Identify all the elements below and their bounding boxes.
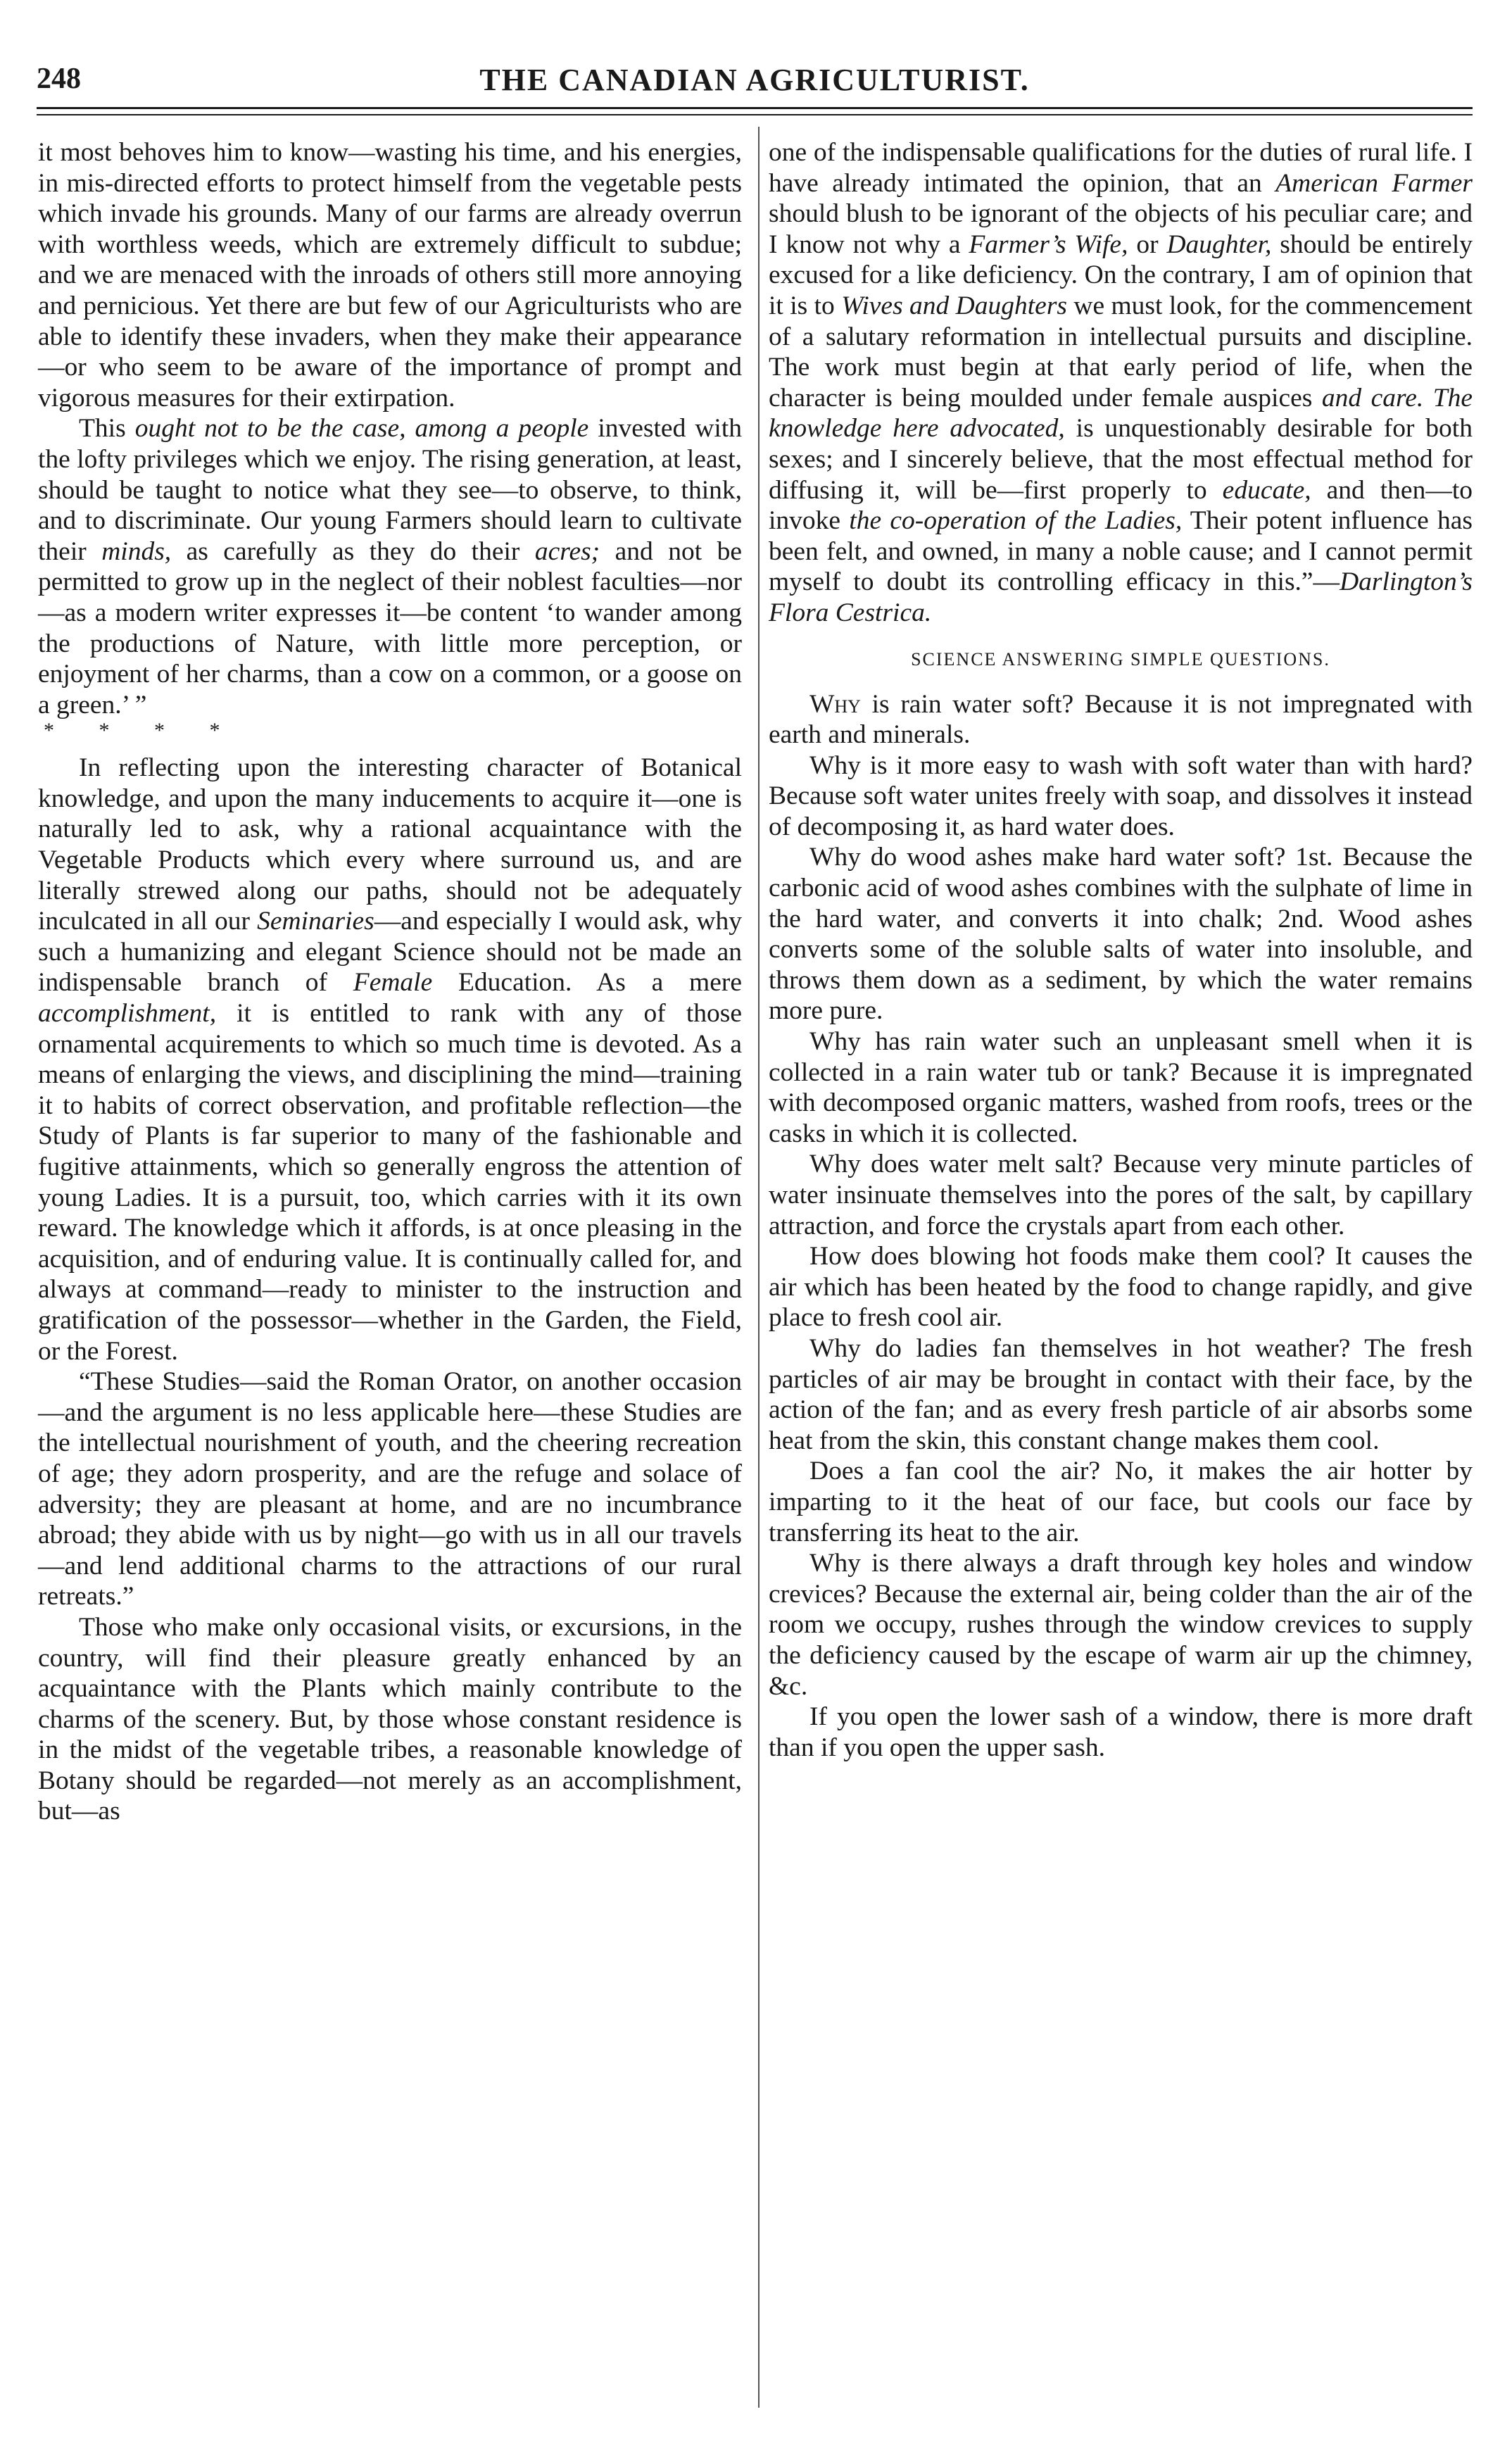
qa-paragraph: Why is there always a draft through key holes and window crevices? Because the external air, being colder than the air of the room we occupy, rushes through the window crevices to supply the deficiency caused by the escape of warm air up the chimney, &c. <box>769 1549 1473 1701</box>
qa-paragraph: Why does water melt salt? Because very minute particles of water insinuate themselves into the pores of the salt, by capillary attraction, and force the crystals apart from each other. <box>769 1150 1473 1240</box>
header-rule <box>37 107 1473 109</box>
paragraph <box>769 137 1473 629</box>
paragraph <box>38 753 742 1366</box>
text-run: Why <box>809 689 861 719</box>
qa-paragraph: Why has rain water such an unpleasant smell when it is collected in a rain water tub or tank? Because it is impregnated with decomposed organic matters, washed from roofs, trees or the casks in which it is collected. <box>769 1027 1473 1148</box>
text-run: or <box>1128 230 1167 259</box>
text-run: Education. As a mere <box>432 968 743 998</box>
text-run: is rain water soft? Because it is not impregnated with earth and minerals. <box>769 689 1473 750</box>
qa-paragraph: Why do ladies fan themselves in hot weather? The fresh particles of air may be brought in contact with their face, by the action of the fan; and as every fresh particle of air absorbs some heat from the skin, this constant change makes them cool. <box>769 1333 1473 1455</box>
section-break-stars: * * * * <box>44 719 240 743</box>
italic-run: American Farmer <box>1275 168 1473 198</box>
italic-run: the co-operation of the Ladies, <box>849 506 1183 536</box>
running-title: THE CANADIAN AGRICULTURIST. <box>479 63 1030 97</box>
paragraph: it most behoves him to know—wasting his time, and his energies, in mis-directed efforts to protect himself from the vegetable pests which invade his grounds. Many of our farms are already overrun with worthless weeds, which are extremely difficult to subdue; and we are menaced with the inroads of others still more annoying and pernicious. Yet there are but few of our Agriculturists who are able to identify these invaders, when they make their appearance—or who seem to be aware of the importance of prompt and vigorous measures for their extirpation. <box>38 138 742 413</box>
paragraph: “These Studies—said the Roman Orator, on another occasion—and the argument is no less applicable here—these Studies are the intellectual nourishment of youth, and the cheering recreation of age; they adorn prosperity, and are the refuge and solace of adversity; they are pleasant at home, and are no incumbrance abroad; they abide with us by night—go with us in all our travels—and lend additional charms to the attractions of our rural retreats.” <box>38 1367 742 1611</box>
italic-run: Farmer’s Wife, <box>969 230 1128 259</box>
column-divider <box>758 127 760 2408</box>
italic-run: Seminaries <box>257 907 374 936</box>
section-heading: SCIENCE ANSWERING SIMPLE QUESTIONS. <box>911 648 1330 670</box>
text-run: —and especially I would ask, why such a humanizing and elegant Science should not be made an indispensable branch of <box>38 907 742 998</box>
text-run: invested with the lofty privileges which we enjoy. The rising generation, at least, should be taught to notice what they see—to observe, to think, and to discriminate. Our young Farmers should learn to cultivate their <box>38 414 742 566</box>
text-run: Their potent influence has been felt, and owned, in many a noble cause; and I cannot permit myself to doubt its controlling efficacy in this.”— <box>769 506 1473 597</box>
italic-run: acres; <box>534 536 600 566</box>
italic-run: accomplishment, <box>38 999 217 1029</box>
qa-paragraph: Does a fan cool the air? No, it makes the air hotter by imparting to it the heat of our face, but cools our face by transferring its heat to the air. <box>769 1457 1473 1547</box>
left-column <box>38 137 742 1827</box>
italic-run: Wives and Daughters <box>841 291 1068 320</box>
italic-run: minds, <box>101 536 172 566</box>
text-run: is unquestionably desirable for both sexes; and I sincerely believe, that the most effectual method for diffusing it, will be—first properly to <box>769 414 1473 505</box>
text-run: it is entitled to rank with any of those ornamental acquirements to which so much time is devoted. As a means of enlarging the views, and disciplining the mind—training it to habits of correct observation, and profitable reflection—the Study of Plants is far superior to many of the fashionable and fugitive attainments, which so generally engross the attention of young Ladies. It is a pursuit, too, which carries with it its own reward. The knowledge which it affords, is at once pleasing in the acquisition, and of enduring value. It is continually called for, and always at command—ready to minister to the instruction and gratification of the possessor—whether in the Garden, the Field, or the Forest. <box>38 999 742 1366</box>
text-run: In reflecting upon the interesting character of Botanical knowledge, and upon the many inducements to acquire it—one is naturally led to ask, why a rational acquaintance with the Vegetable Products which every where surround us, and are literally strewed along our paths, should not be adequately inculcated in all our <box>38 753 742 936</box>
italic-run: ought not to be the case, among a people <box>134 414 589 444</box>
text-run: should be entirely excused for a like deficiency. On the contrary, I am of opinion that it is to <box>769 230 1473 320</box>
text-run: and not be permitted to grow up in the neglect of their noblest faculties—nor—as a modern writer expresses it—be content ‘to wander among the productions of Nature, with little more perception, or enjoyment of her charms, than a cow on a common, or a goose on a green.’ ” <box>38 536 742 719</box>
text-run: This <box>79 414 135 444</box>
italic-run: Daughter, <box>1166 230 1272 259</box>
qa-paragraph <box>769 689 1473 750</box>
qa-paragraph: Why is it more easy to wash with soft water than with hard? Because soft water unites freely with soap, and dissolves it instead of decomposing it, as hard water does. <box>769 750 1473 841</box>
italic-run: educate, <box>1222 475 1311 505</box>
qa-paragraph: Why do wood ashes make hard water soft? 1st. Because the carbonic acid of wood ashes combines with the sulphate of lime in the hard water, and converts it into chalk; 2nd. Wood ashes converts some of the soluble salts of water into insoluble, and throws them down as a sediment, by which the water remains more pure. <box>769 843 1473 1026</box>
text-run: and then—to invoke <box>769 475 1473 536</box>
paragraph <box>38 413 742 720</box>
text-run: as carefully as they do their <box>171 536 535 566</box>
qa-paragraph: If you open the lower sash of a window, there is more draft than if you open the upper sash. <box>769 1702 1473 1762</box>
italic-run: Darlington’s Flora Cestrica. <box>769 567 1473 627</box>
right-column <box>769 137 1473 1763</box>
text-run: one of the indispensable qualifications for the duties of rural life. I have already intimated the opinion, that an <box>769 138 1473 198</box>
qa-paragraph: How does blowing hot foods make them cool? It causes the air which has been heated by the food to change rapidly, and give place to fresh cool air. <box>769 1242 1473 1333</box>
page-number: 248 <box>37 63 81 95</box>
header-rule-double <box>37 114 1473 115</box>
text-run: should blush to be ignorant of the objects of his peculiar care; and I know not why a <box>769 199 1473 259</box>
paragraph: Those who make only occasional visits, or excursions, in the country, will find their pleasure greatly enhanced by an acquaintance with the Plants which mainly contribute to the charms of the scenery. But, by those whose constant residence is in the midst of the vegetable tribes, a reasonable knowledge of Botany should be regarded—not merely as an accomplishment, but—as <box>38 1612 742 1826</box>
italic-run: and care. The knowledge here advocated, <box>769 383 1473 444</box>
text-run: we must look, for the commencement of a salutary reformation in intellectual pursuits and discipline. The work must begin at that early period of life, when the character is being moulded under female auspices <box>769 291 1473 413</box>
italic-run: Female <box>353 968 433 998</box>
page-header <box>37 62 1473 104</box>
